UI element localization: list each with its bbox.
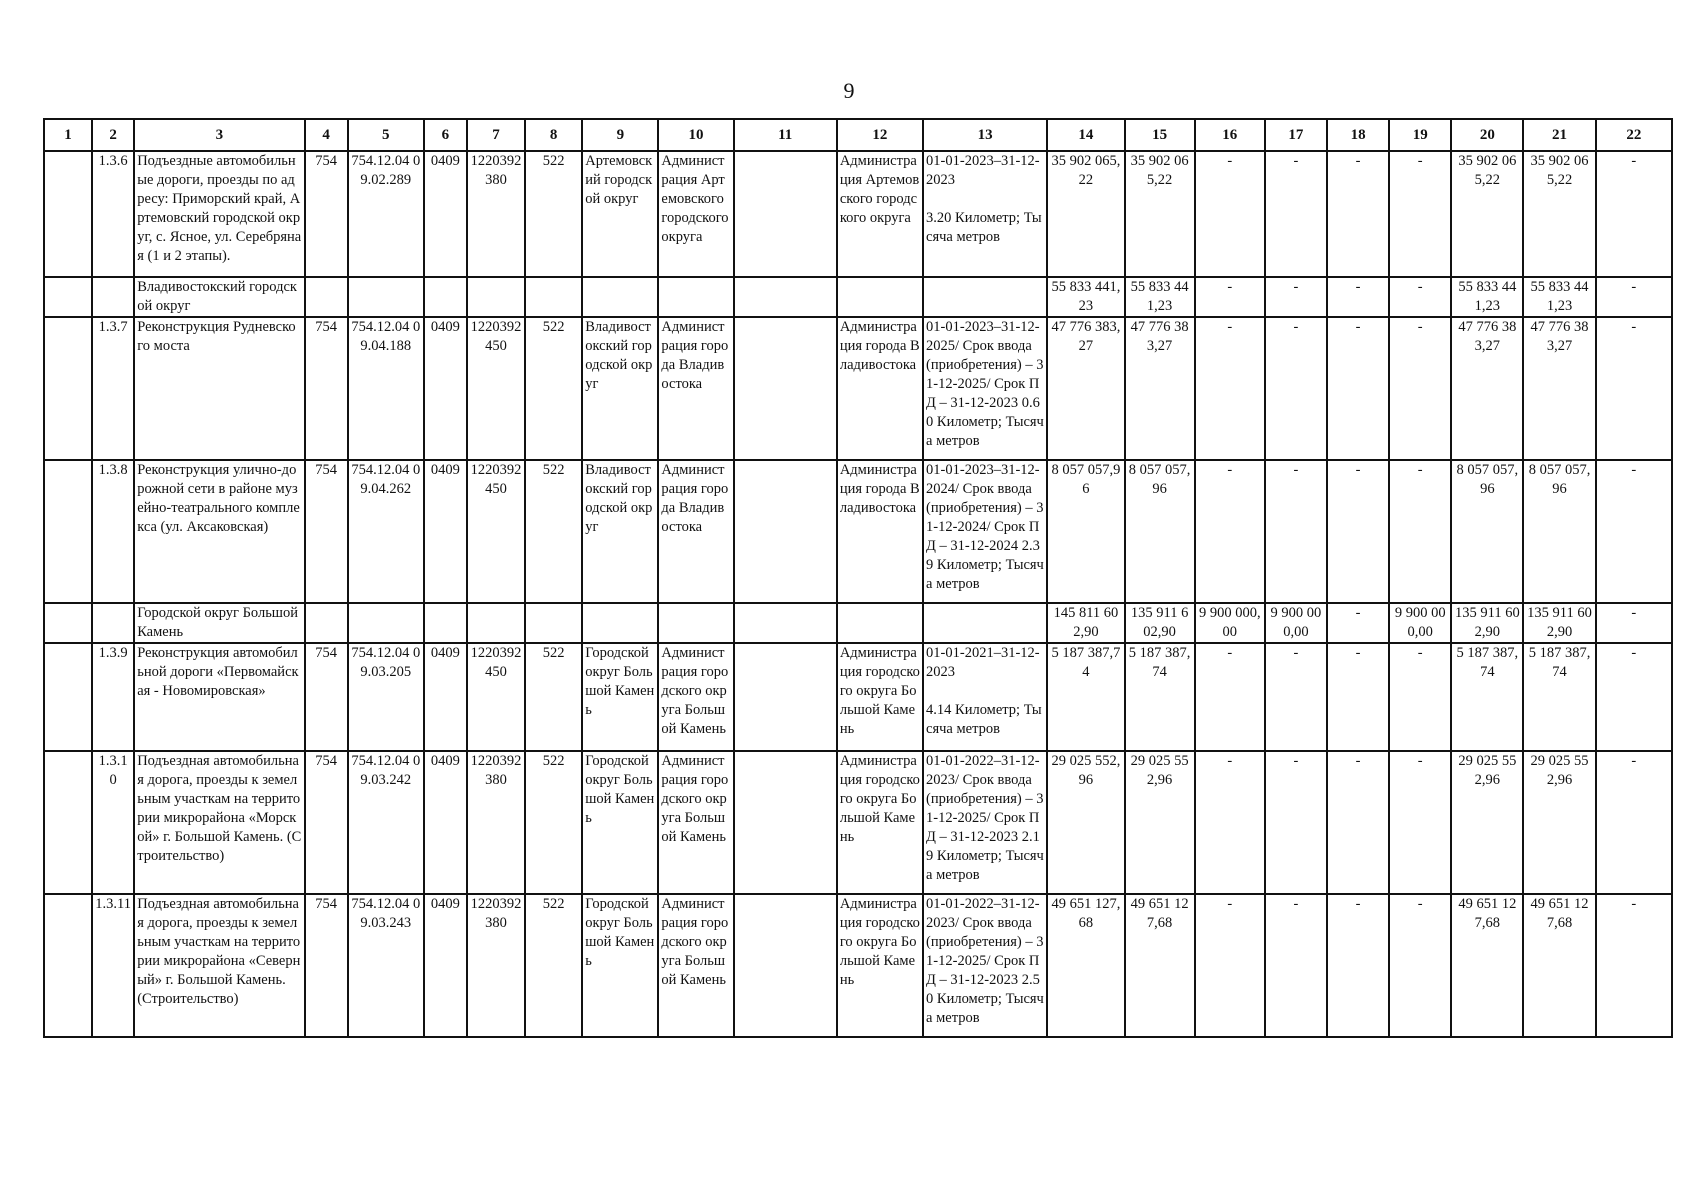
table-cell: -: [1596, 643, 1672, 751]
table-cell: -: [1596, 460, 1672, 603]
table-cell: [348, 277, 424, 317]
table-cell: 145 811 602,90: [1047, 603, 1124, 643]
table-cell: 754.12.04 09.02.289: [348, 151, 424, 277]
table-cell: -: [1389, 151, 1451, 277]
table-cell: [424, 277, 467, 317]
table-cell: Администрация Артемовского городского округа: [658, 151, 733, 277]
table-cell: 0409: [424, 751, 467, 894]
page-number: 9: [843, 78, 855, 103]
table-cell: 0409: [424, 151, 467, 277]
table-cell: [44, 460, 92, 603]
column-header: 16: [1195, 119, 1265, 151]
table-cell: 1220392450: [467, 317, 525, 460]
table-row: [44, 317, 1672, 460]
table-cell: [305, 603, 348, 643]
table-cell: 29 025 552,96: [1523, 751, 1595, 894]
table-cell: 5 187 387,74: [1125, 643, 1195, 751]
table-row: [44, 751, 1672, 894]
table-cell: 1220392380: [467, 751, 525, 894]
table-cell: 0409: [424, 643, 467, 751]
table-cell: 8 057 057,96: [1523, 460, 1595, 603]
table-cell: [92, 277, 134, 317]
table-cell: Городской округ Большой Камень: [582, 894, 658, 1037]
table-cell: Городской округ Большой Камень: [582, 643, 658, 751]
table-cell: -: [1195, 151, 1265, 277]
table-cell: -: [1327, 277, 1389, 317]
table-cell: 01-01-2022–31-12-2023/ Срок ввода (приобретения) – 31-12-2025/ Срок ПД – 31-12-2023 2.19 Километр; Тысяча метров: [923, 751, 1047, 894]
table-cell: 1.3.9: [92, 643, 134, 751]
table-row: [44, 151, 1672, 277]
table-cell: 1.3.7: [92, 317, 134, 460]
column-header: 1: [44, 119, 92, 151]
table-cell: Администрация Артемовского городского округа: [837, 151, 923, 277]
table-cell: Администрация городского округа Большой Камень: [837, 751, 923, 894]
table-cell: Владивостокский городской округ: [582, 460, 658, 603]
table-cell: Реконструкция Рудневского моста: [134, 317, 304, 460]
table-cell: 522: [525, 643, 582, 751]
column-header: 19: [1389, 119, 1451, 151]
table-cell: -: [1195, 751, 1265, 894]
table-cell: 754: [305, 317, 348, 460]
table-cell: -: [1389, 894, 1451, 1037]
table-cell: [525, 603, 582, 643]
table-cell: Реконструкция улично-дорожной сети в районе музейно-театрального комплекса (ул. Аксаковская): [134, 460, 304, 603]
table-cell: [582, 603, 658, 643]
table-cell: Городской округ Большой Камень: [134, 603, 304, 643]
column-header: 22: [1596, 119, 1672, 151]
column-header: 5: [348, 119, 424, 151]
table-cell: 754: [305, 151, 348, 277]
table-cell: -: [1389, 460, 1451, 603]
table-cell: 29 025 552,96: [1451, 751, 1523, 894]
table-cell: Владивостокский городской округ: [582, 317, 658, 460]
table-cell: 49 651 127,68: [1047, 894, 1124, 1037]
column-header: 2: [92, 119, 134, 151]
table-cell: 8 057 057,96: [1451, 460, 1523, 603]
table-cell: -: [1596, 317, 1672, 460]
table-cell: [44, 603, 92, 643]
table-cell: Администрация городского округа Большой Камень: [658, 751, 733, 894]
table-cell: 55 833 441,23: [1523, 277, 1595, 317]
column-header: 14: [1047, 119, 1124, 151]
table-cell: 01-01-2023–31-12-2025/ Срок ввода (приобретения) – 31-12-2025/ Срок ПД – 31-12-2023 0.60 Километр; Тысяча метров: [923, 317, 1047, 460]
table-cell: 522: [525, 317, 582, 460]
table-cell: [424, 603, 467, 643]
column-header: 4: [305, 119, 348, 151]
table-cell: -: [1327, 894, 1389, 1037]
table-cell: 49 651 127,68: [1125, 894, 1195, 1037]
table-cell: [44, 894, 92, 1037]
table-cell: 135 911 602,90: [1125, 603, 1195, 643]
table-cell: [734, 603, 837, 643]
table-cell: [467, 603, 525, 643]
table-cell: 01-01-2023–31-12-2024/ Срок ввода (приобретения) – 31-12-2024/ Срок ПД – 31-12-2024 2.39 Километр; Тысяча метров: [923, 460, 1047, 603]
table-cell: -: [1596, 603, 1672, 643]
column-header: 20: [1451, 119, 1523, 151]
column-header: 21: [1523, 119, 1595, 151]
table-cell: Реконструкция автомобильной дороги «Первомайская - Новомировская»: [134, 643, 304, 751]
table-cell: Администрация городского округа Большой Камень: [837, 894, 923, 1037]
column-header: 10: [658, 119, 733, 151]
table-cell: 1220392380: [467, 151, 525, 277]
column-header: 6: [424, 119, 467, 151]
table-cell: 29 025 552,96: [1047, 751, 1124, 894]
table-cell: Администрация города Владивостока: [837, 460, 923, 603]
table-cell: Администрация городского округа Большой Камень: [837, 643, 923, 751]
table-cell: [348, 603, 424, 643]
column-header: 18: [1327, 119, 1389, 151]
table-cell: 35 902 065,22: [1451, 151, 1523, 277]
table-cell: 47 776 383,27: [1125, 317, 1195, 460]
table-cell: 754: [305, 460, 348, 603]
table-cell: 5 187 387,74: [1523, 643, 1595, 751]
table-cell: [734, 151, 837, 277]
table-cell: 135 911 602,90: [1523, 603, 1595, 643]
table-cell: 754: [305, 894, 348, 1037]
table-cell: 47 776 383,27: [1523, 317, 1595, 460]
table-cell: -: [1596, 751, 1672, 894]
table-cell: 9 900 000,00: [1389, 603, 1451, 643]
table-cell: -: [1596, 894, 1672, 1037]
table-cell: Подъездные автомобильные дороги, проезды по адресу: Приморский край, Артемовский городской округ, с. Ясное, ул. Серебряная (1 и 2 этапы).: [134, 151, 304, 277]
table-cell: -: [1265, 277, 1327, 317]
table-cell: 1220392380: [467, 894, 525, 1037]
table-cell: Подъездная автомобильная дорога, проезды к земельным участкам на территории микрорайона «Морской» г. Большой Камень. (Строительство): [134, 751, 304, 894]
table-cell: [582, 277, 658, 317]
table-cell: 35 902 065,22: [1523, 151, 1595, 277]
group-row: [44, 277, 1672, 317]
table-cell: -: [1389, 751, 1451, 894]
table-cell: 35 902 065,22: [1047, 151, 1124, 277]
table-cell: -: [1327, 151, 1389, 277]
table-cell: -: [1327, 751, 1389, 894]
table-cell: [44, 317, 92, 460]
table-row: [44, 894, 1672, 1037]
table-cell: 1.3.10: [92, 751, 134, 894]
table-cell: 55 833 441,23: [1047, 277, 1124, 317]
table-cell: 754.12.04 09.03.242: [348, 751, 424, 894]
group-row: [44, 603, 1672, 643]
table-cell: 1220392450: [467, 643, 525, 751]
table-cell: [837, 277, 923, 317]
table-cell: -: [1327, 643, 1389, 751]
table-cell: 522: [525, 151, 582, 277]
table-cell: 135 911 602,90: [1451, 603, 1523, 643]
table-cell: 8 057 057,96: [1047, 460, 1124, 603]
table-cell: -: [1195, 317, 1265, 460]
table-cell: Администрация города Владивостока: [658, 317, 733, 460]
table-cell: 9 900 000,00: [1265, 603, 1327, 643]
table-cell: -: [1389, 277, 1451, 317]
table-cell: 55 833 441,23: [1125, 277, 1195, 317]
table-cell: 522: [525, 894, 582, 1037]
table-cell: Подъездная автомобильная дорога, проезды к земельным участкам на территории микрорайона «Северный» г. Большой Камень. (Строительство): [134, 894, 304, 1037]
table-cell: -: [1195, 460, 1265, 603]
table-cell: Администрация города Владивостока: [837, 317, 923, 460]
table-cell: 754.12.04 09.04.188: [348, 317, 424, 460]
table-cell: 49 651 127,68: [1523, 894, 1595, 1037]
table-cell: -: [1327, 460, 1389, 603]
column-header: 8: [525, 119, 582, 151]
table-cell: [734, 751, 837, 894]
table-cell: [734, 317, 837, 460]
table-cell: 1.3.11: [92, 894, 134, 1037]
column-header: 15: [1125, 119, 1195, 151]
table-cell: Администрация городского округа Большой Камень: [658, 894, 733, 1037]
table-cell: [525, 277, 582, 317]
header-row: [44, 119, 1672, 151]
table-cell: [837, 603, 923, 643]
table-cell: 47 776 383,27: [1047, 317, 1124, 460]
table-cell: 35 902 065,22: [1125, 151, 1195, 277]
table-cell: [923, 277, 1047, 317]
table-cell: 522: [525, 460, 582, 603]
table-cell: 01-01-2023–31-12-2023 3.20 Километр; Тысяча метров: [923, 151, 1047, 277]
table-cell: -: [1265, 643, 1327, 751]
table-cell: 49 651 127,68: [1451, 894, 1523, 1037]
table-cell: 29 025 552,96: [1125, 751, 1195, 894]
table-cell: [44, 151, 92, 277]
table-cell: [467, 277, 525, 317]
table-cell: 0409: [424, 894, 467, 1037]
table-cell: [44, 277, 92, 317]
table-cell: -: [1265, 751, 1327, 894]
table-cell: 01-01-2022–31-12-2023/ Срок ввода (приобретения) – 31-12-2025/ Срок ПД – 31-12-2023 2.50 Километр; Тысяча метров: [923, 894, 1047, 1037]
table-cell: [734, 643, 837, 751]
table-cell: [305, 277, 348, 317]
column-header: 7: [467, 119, 525, 151]
table-cell: -: [1265, 317, 1327, 460]
column-header: 17: [1265, 119, 1327, 151]
table-cell: Владивостокский городской округ: [134, 277, 304, 317]
column-header: 3: [134, 119, 304, 151]
table-cell: [734, 460, 837, 603]
table-cell: 0409: [424, 317, 467, 460]
table-cell: 0409: [424, 460, 467, 603]
table-cell: 754.12.04 09.04.262: [348, 460, 424, 603]
table-row: [44, 460, 1672, 603]
table-cell: -: [1195, 277, 1265, 317]
table-cell: 522: [525, 751, 582, 894]
table-cell: [734, 277, 837, 317]
table-cell: 1220392450: [467, 460, 525, 603]
table-cell: -: [1389, 643, 1451, 751]
table-cell: -: [1195, 894, 1265, 1037]
table-cell: 1.3.8: [92, 460, 134, 603]
table-cell: 1.3.6: [92, 151, 134, 277]
table-cell: 754.12.04 09.03.205: [348, 643, 424, 751]
table-cell: 754: [305, 643, 348, 751]
table-cell: -: [1389, 317, 1451, 460]
table-cell: [92, 603, 134, 643]
table-cell: Артемовский городской округ: [582, 151, 658, 277]
table-cell: -: [1596, 151, 1672, 277]
table-cell: -: [1596, 277, 1672, 317]
table-cell: Администрация городского округа Большой Камень: [658, 643, 733, 751]
table-cell: -: [1265, 460, 1327, 603]
budget-table: [43, 118, 1673, 1038]
table-cell: 8 057 057,96: [1125, 460, 1195, 603]
table-cell: 01-01-2021–31-12-2023 4.14 Километр; Тысяча метров: [923, 643, 1047, 751]
table-cell: 5 187 387,74: [1047, 643, 1124, 751]
column-header: 13: [923, 119, 1047, 151]
table-cell: 754.12.04 09.03.243: [348, 894, 424, 1037]
table-cell: [658, 277, 733, 317]
column-header: 12: [837, 119, 923, 151]
table-cell: [44, 751, 92, 894]
table-cell: [658, 603, 733, 643]
table-cell: [923, 603, 1047, 643]
table-cell: 55 833 441,23: [1451, 277, 1523, 317]
table-cell: -: [1265, 151, 1327, 277]
table-cell: 754: [305, 751, 348, 894]
table-row: [44, 643, 1672, 751]
table-cell: Городской округ Большой Камень: [582, 751, 658, 894]
table-cell: -: [1327, 317, 1389, 460]
column-header: 11: [734, 119, 837, 151]
table-cell: [44, 643, 92, 751]
column-header: 9: [582, 119, 658, 151]
table-cell: 47 776 383,27: [1451, 317, 1523, 460]
table-cell: [734, 894, 837, 1037]
table-cell: 5 187 387,74: [1451, 643, 1523, 751]
table-cell: -: [1265, 894, 1327, 1037]
table-cell: -: [1195, 643, 1265, 751]
table-cell: 9 900 000,00: [1195, 603, 1265, 643]
table-cell: -: [1327, 603, 1389, 643]
table-cell: Администрация города Владивостока: [658, 460, 733, 603]
